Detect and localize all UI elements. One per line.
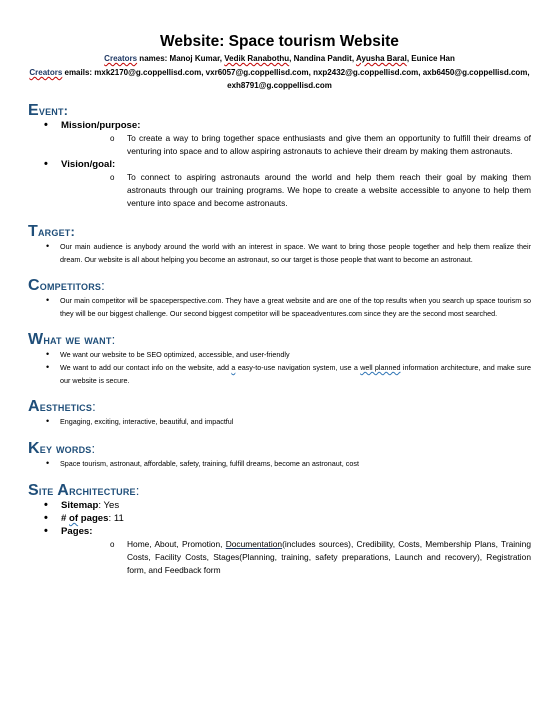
keywords-colon: : <box>91 441 96 456</box>
want-item-2-a: a <box>231 363 236 372</box>
emails-line-1: emails: mxk2170@g.coppellisd.com, vxr6057@g.coppellisd.com, nxp2432@g.coppellisd.com, axb6450@g.coppellisd.com, <box>62 68 530 77</box>
competitors-colon: : <box>101 278 105 293</box>
pages-list-documentation: Documentation <box>225 539 283 549</box>
want-item-2-mid: easy-to-use navigation system, use a <box>235 363 361 372</box>
target-text: • Our main audience is anybody around the world with an interest in space. We want to bring those people together and help them realize their dream. Our website is all about helping you become an astronaut, so our target is those people that want to become an astronaut. <box>28 240 531 266</box>
aesthetics-heading <box>28 398 531 415</box>
creator-names <box>28 51 531 64</box>
section-aesthetics <box>28 398 531 428</box>
names-pre: Manoj Kumar, <box>169 54 225 63</box>
name-vedik: Vedik Ranabothu <box>224 54 290 63</box>
architecture-heading-rest: rchitecture <box>69 483 136 498</box>
creators-label: Creators <box>104 54 138 63</box>
names-post: , Eunice Han <box>406 54 455 63</box>
pages-list-pre: Home, About, Promotion, <box>127 539 226 549</box>
site-heading-initial: S <box>28 482 39 499</box>
want-item-2-well-planned: well planned <box>360 363 401 372</box>
vision-label: Vision/goal: <box>61 159 116 170</box>
pages-label: Pages: <box>61 526 93 537</box>
section-target <box>28 223 531 266</box>
names-mid: , Nandina Pandit, <box>289 54 356 63</box>
section-keywords <box>28 440 531 470</box>
section-what-we-want <box>28 331 531 387</box>
aesthetics-text: • Engaging, exciting, interactive, beautiful, and impactful <box>28 415 531 428</box>
sitemap-item <box>28 499 531 512</box>
pages-item <box>28 525 531 577</box>
vision-text: o To connect to aspiring astronauts around the world and help them reach their goal by making them astronauts through our training programs. We hope to create a website accessible to anyone to help them venture into space and become astronauts. <box>61 171 531 210</box>
mission-text: o To create a way to bring together space enthusiasts and give them an opportunity to fulfill their dreams of venturing into space and to allow aspiring astronauts to achieve their dream by making them astronauts. <box>61 132 531 158</box>
site-architecture-heading <box>28 482 531 499</box>
pages-list <box>61 538 531 577</box>
want-item-2-pre: We want to add our contact info on the website, add <box>60 363 232 372</box>
aesthetics-heading-initial: A <box>28 398 40 415</box>
keywords-heading-rest: ey words <box>39 441 92 456</box>
pages-count-item <box>28 512 531 525</box>
mission-label: Mission/purpose: <box>61 120 141 131</box>
target-heading-rest: arget: <box>37 224 76 239</box>
competitors-heading-rest: ompetitors <box>39 278 102 293</box>
pages-count-pre: # <box>61 513 70 524</box>
keywords-heading-initial: K <box>28 440 40 457</box>
name-ayusha: Ayusha Baral <box>355 54 407 63</box>
what-we-want-colon: : <box>111 332 116 347</box>
aesthetics-colon: : <box>92 399 96 414</box>
site-heading-rest: ite <box>38 483 58 498</box>
competitors-heading <box>28 277 531 294</box>
what-we-want-heading-initial: W <box>28 331 44 348</box>
creators-label-2: Creators <box>29 68 63 77</box>
competitors-text: • Our main competitor will be spaceperspective.com. They have a great website and are one of the top results when you search up space tourism so they will be our biggest challenge. Our second biggest competitor will be spaceadventures.com since they are the second most searched. <box>28 294 531 320</box>
pages-count-post: pages <box>78 513 109 524</box>
pages-list-post: (includes sources), Credibility, Costs, Membership Plans, Training Costs, Facility Costs, Stages(Planning, training, safety preparations, Launch and recovery), Registration form, and Feedback form <box>127 539 531 575</box>
pages-count-value: : 11 <box>108 513 124 524</box>
document-title: Website: Space tourism Website <box>160 33 399 50</box>
target-heading-initial: T <box>28 223 38 240</box>
architecture-heading-initial: A <box>57 482 70 499</box>
want-item-2 <box>28 361 531 387</box>
section-site-architecture <box>28 482 531 577</box>
pages-count-of: of <box>69 513 79 524</box>
aesthetics-heading-rest: esthetics <box>39 399 93 414</box>
site-architecture-colon: : <box>135 483 140 498</box>
what-we-want-heading-rest: hat we want <box>43 332 112 347</box>
event-list <box>28 119 531 210</box>
event-heading-initial: E <box>28 102 39 119</box>
list-item <box>28 158 531 210</box>
want-item-1: • We want our website to be SEO optimized, accessible, and user-friendly <box>28 348 531 361</box>
creator-emails <box>28 66 531 92</box>
names-label: names: <box>137 54 170 63</box>
what-we-want-heading <box>28 331 531 348</box>
competitors-heading-initial: C <box>28 277 40 294</box>
event-heading-rest: vent: <box>38 103 69 118</box>
emails-line-2: exh8791@g.coppellisd.com <box>227 81 332 90</box>
want-item-2-post: information architecture, and make sure our website is secure. <box>60 363 531 385</box>
section-event <box>28 102 531 210</box>
sitemap-label: Sitemap <box>61 500 99 511</box>
sitemap-value: : Yes <box>98 500 120 511</box>
keywords-text: • Space tourism, astronaut, affordable, safety, training, fulfill dreams, become an astronaut, cost <box>28 457 531 470</box>
keywords-heading <box>28 440 531 457</box>
event-heading <box>28 102 531 119</box>
list-item <box>28 119 531 158</box>
section-competitors <box>28 277 531 320</box>
target-heading <box>28 223 531 240</box>
